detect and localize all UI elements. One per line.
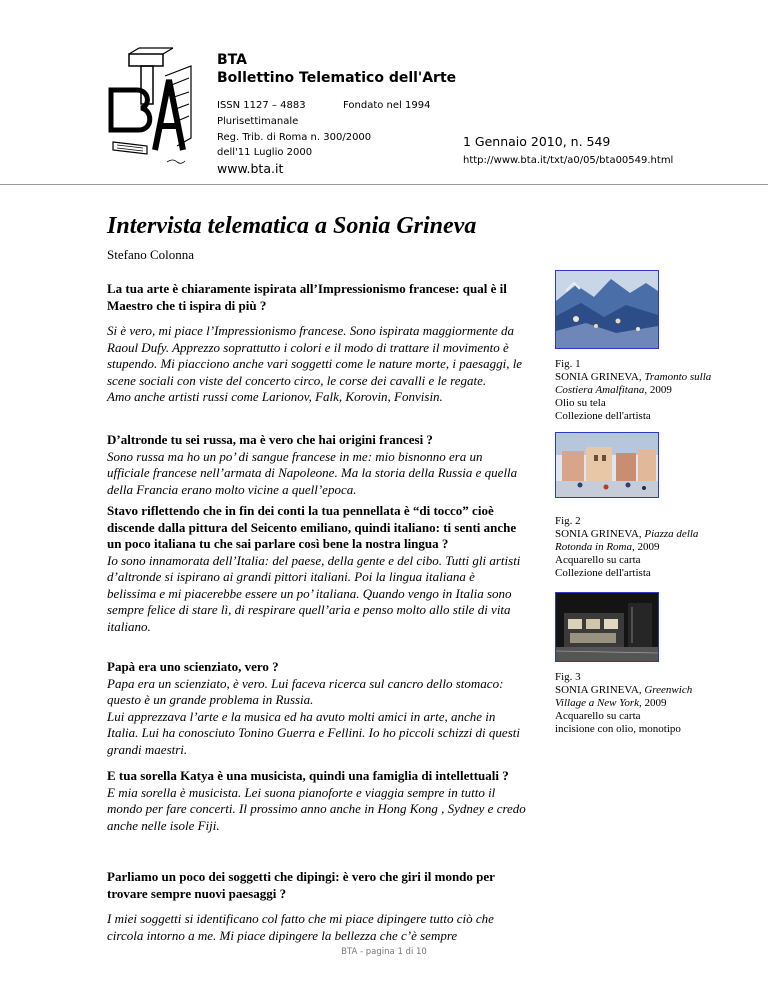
journal-abbrev: BTA <box>217 52 247 68</box>
figure-medium: Olio su tela <box>555 397 606 409</box>
frequency: Plurisettimanale <box>217 116 299 127</box>
figure-caption <box>555 528 725 554</box>
qa-block-1 <box>107 281 527 406</box>
answer-continued: Lui apprezzava l’arte e la musica ed ha avuto molti amici in arte, anche in Italia. Lui ha conosciuto Tonino Guerra e Fellini. Io ho piccoli schizzi di questi grandi maestri. <box>107 708 520 757</box>
figure-artist: SONIA GRINEVA, <box>555 684 642 696</box>
question: E tua sorella Katya è una musicista, quindi una famiglia di intellettuali ? <box>107 768 509 783</box>
figure-medium: Acquarello su carta <box>555 554 641 566</box>
answer: I miei soggetti si identificano col fatto che mi piace dipingere tutto ciò che circola intorno a me. Mi piace dipingere la bellezza che c’è sempre <box>107 911 494 943</box>
answer-continued: Amo anche artisti russi come Larionov, Falk, Korovin, Fonvisin. <box>107 389 443 404</box>
painting-greenwich-village-image[interactable] <box>555 592 659 662</box>
issue-date: 1 Gennaio 2010, n. 549 <box>463 134 611 149</box>
registration-date: dell'11 Luglio 2000 <box>217 147 313 158</box>
article-title: Intervista telematica a Sonia Grineva <box>107 213 477 239</box>
question: Parliamo un poco dei soggetti che dipingi: è vero che giri il mondo per trovare sempre nuovi paesaggi ? <box>107 869 495 901</box>
qa-block-6 <box>107 869 527 944</box>
figure-number: Fig. 1 <box>555 358 581 370</box>
figure-title: Tramonto sulla Costiera Amalfitana <box>555 371 712 396</box>
figure-medium: Acquarello su carta <box>555 710 641 722</box>
website-link[interactable]: www.bta.it <box>217 161 284 176</box>
figure-collection: Collezione dell'artista <box>555 567 651 579</box>
figure-collection: Collezione dell'artista <box>555 410 651 422</box>
figure-artist: SONIA GRINEVA, <box>555 371 642 383</box>
answer: Si è vero, mi piace l’Impressionismo francese. Sono ispirata maggiormente da Raoul Dufy. Apprezzo soprattutto i colori e il modo di trattare il movimento è stupendo. Mi piacciono anche vari soggetti come le nature morte, i paesaggi, le scene sociali con viste del concerto circo, le corse dei cavalli e le regate. <box>107 323 523 388</box>
issn: ISSN 1127 – 4883 <box>217 100 306 111</box>
answer: E mia sorella è musicista. Lei suona pianoforte e viaggia sempre in tutto il mondo per fare concerti. Il prossimo anno anche in Hong Kong , Sydney e credo anche nelle isole Fiji. <box>107 784 526 833</box>
figure-year: , 2009 <box>632 541 660 553</box>
issue-url-file: bta00549.html <box>599 155 674 166</box>
painting-piazza-rotonda-image[interactable] <box>555 432 659 498</box>
figure-year: , 2009 <box>644 384 672 396</box>
qa-block-3 <box>107 503 527 635</box>
journal-title <box>217 51 456 87</box>
figure-caption <box>555 371 725 397</box>
question: La tua arte è chiaramente ispirata all’Impressionismo francese: qual è il Maestro che ti ispira di più ? <box>107 281 507 313</box>
figure-artist: SONIA GRINEVA, <box>555 528 642 540</box>
bta-logo <box>107 46 207 168</box>
answer: Papa era un scienziato, è vero. Lui faceva ricerca sul cancro dello stomaco: questo è un grande problema in Russia. <box>107 675 504 707</box>
question: Stavo riflettendo che in fin dei conti la tua pennellata è “di tocco” cioè discende dalla pittura del Seicento emiliano, quindi italiano: ti senti anche un poco italiana tu che sai parlare così bene la nostra lingua ? <box>107 503 517 551</box>
figure-year: , 2009 <box>639 697 667 709</box>
qa-block-2 <box>107 432 527 498</box>
page-footer: BTA - pagina 1 di 10 <box>341 947 427 957</box>
qa-block-5 <box>107 768 527 834</box>
figure-number: Fig. 2 <box>555 515 581 527</box>
figure-2 <box>555 432 725 580</box>
header-divider <box>0 184 768 185</box>
figure-3 <box>555 592 725 736</box>
figure-number: Fig. 3 <box>555 671 581 683</box>
journal-fullname: Bollettino Telematico dell'Arte <box>217 70 457 86</box>
figure-technique: incisione con olio, monotipo <box>555 723 681 735</box>
founded-year: Fondato nel 1994 <box>343 100 431 111</box>
registration: Reg. Trib. di Roma n. 300/2000 <box>217 132 372 143</box>
figure-caption <box>555 684 725 710</box>
question: Papà era uno scienziato, vero ? <box>107 659 279 674</box>
figure-1 <box>555 270 725 423</box>
answer: Sono russa ma ho un po’ di sangue francese in me: mio bisnonno era un ufficiale francese nell’armata di Napoleone. Ma la storia della Russia e quella della Francia erano molto vicine a quell’epoca. <box>107 448 518 497</box>
question: D’altronde tu sei russa, ma è vero che hai origini francesi ? <box>107 432 433 447</box>
issue-url-prefix: http://www.bta.it/txt/a0/05/ <box>463 155 600 166</box>
figure-title: Greenwich Village a New York <box>555 684 693 709</box>
answer: Io sono innamorata dell’Italia: del paese, della gente e del cibo. Tutti gli artisti d’altronde si ispirano ai grandi pittori italiani. Poi la lingua italiana è belissima e mi piacerebbe essere un po’ italiana. Quando vengo in Italia sono sempre felice di stare lì, di respirare quell’aria e penso molto allo stile di vita italiano. <box>107 552 521 634</box>
painting-amalfi-coast-image[interactable] <box>555 270 659 349</box>
figure-title: Piazza della Rotonda in Roma <box>555 528 699 553</box>
issue-url[interactable] <box>463 155 673 166</box>
article-author: Stefano Colonna <box>107 247 195 262</box>
qa-block-4 <box>107 659 527 758</box>
